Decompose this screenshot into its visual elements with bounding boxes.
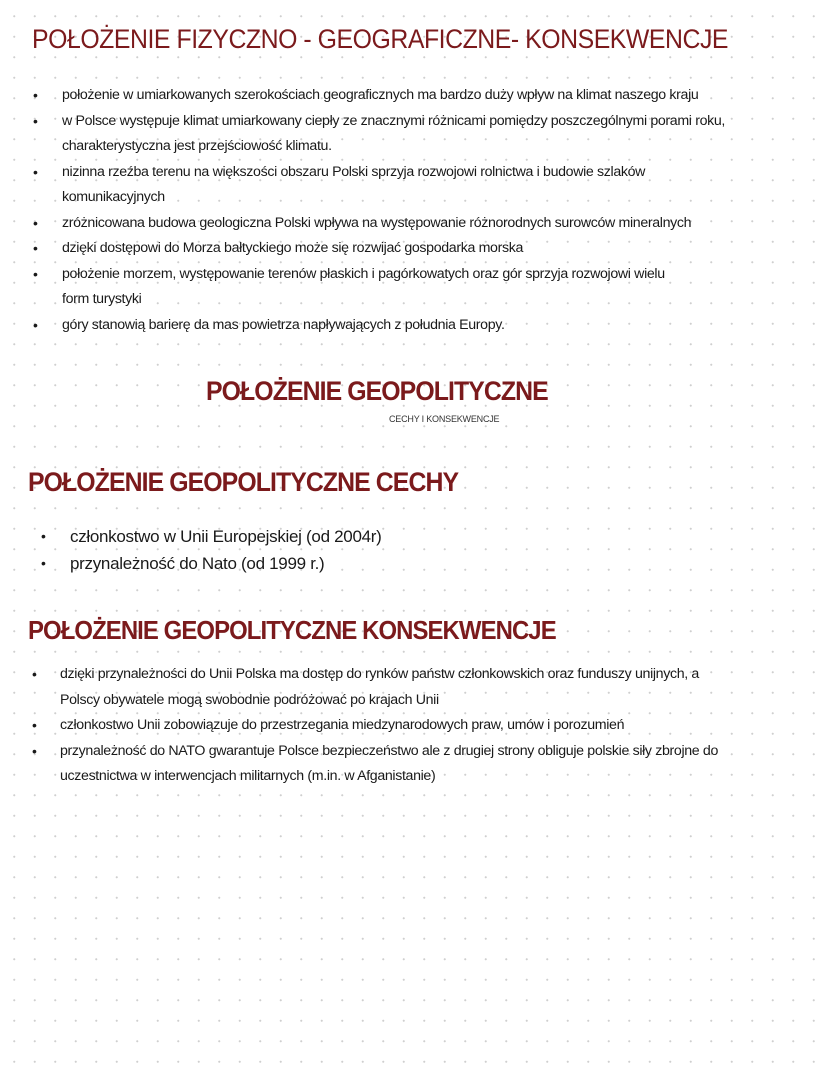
list-item-continuation [62,287,725,313]
list-item [33,262,725,288]
list-item-text: przynależność do Nato (od 1999 r.) [70,554,325,573]
list-item-continuation [62,185,725,211]
bullet-icon: • [33,240,38,256]
list-physical-consequences [33,83,725,338]
bullet-icon: • [32,717,37,733]
list-item-text: członkostwo Unii zobowiązuje do przestrzegania miedzynarodowych praw, umów i porozumień [60,717,625,733]
bullet-icon: • [41,555,46,571]
bullet-icon: • [33,163,38,180]
bullet-icon: • [32,666,37,682]
bullet-icon: • [33,265,38,282]
bullet-icon: • [41,528,46,544]
list-item-text: przynależność do NATO gwarantuje Polsce bezpieczeństwo ale z drugiej strony obliguje polskie siły zbrojne do [60,742,719,759]
list-item-text: charakterystyczna jest przejściowość klimatu. [62,138,332,154]
list-item-text: uczestnictwa w interwencjach militarnych (m.in. w Afganistanie) [60,768,436,784]
heading-geopolitical: POŁOŻENIE GEOPOLITYCZNE [206,376,548,406]
list-item-text: członkostwo w Unii Europejskiej (od 2004r) [70,527,382,546]
subtitle-features-consequences: CECHY I KONSEKWENCJE [389,414,500,424]
bullet-icon: • [33,112,38,129]
heading-physical-geographic: POŁOŻENIE FIZYCZNO - GEOGRAFICZNE- KONSEKWENCJE [32,24,729,54]
list-item-text: Polscy obywatele mogą swobodnie podróżować po krajach Unii [60,691,439,708]
list-item [32,713,718,739]
list-item-continuation [60,688,718,714]
list-item [33,83,725,109]
list-item-text: nizinna rzeźba terenu na większości obszaru Polski sprzyja rozwojowi rolnictwa i budowie szlaków [62,163,646,180]
list-item [41,550,382,577]
list-item-text: dzięki dostępowi do Morza bałtyckiego może się rozwijać gospodarka morska [62,240,523,256]
list-item [33,211,725,237]
list-item-text: położenie w umiarkowanych szerokościach geograficznych ma bardzo duży wpływ na klimat naszego kraju [62,87,699,103]
heading-geopolitical-consequences: POŁOŻENIE GEOPOLITYCZNE KONSEKWENCJE [28,615,556,645]
list-item-text: góry stanowią barierę da mas powietrza napływających z południa Europy. [62,316,505,333]
list-item-text: dzięki przynależności do Unii Polska ma dostęp do rynków państw członkowskich oraz funduszy unijnych, a [60,666,699,682]
list-item [33,109,725,135]
heading-geopolitical-features: POŁOŻENIE GEOPOLITYCZNE CECHY [28,467,459,497]
list-item [33,160,725,186]
bullet-icon: • [33,214,38,231]
bullet-icon: • [33,316,38,333]
bullet-icon: • [33,87,38,103]
list-item-text: położenie morzem, występowanie terenów płaskich i pagórkowatych oraz gór sprzyja rozwojowi wielu [62,265,665,282]
list-item-text: zróżnicowana budowa geologiczna Polski wpływa na występowanie różnorodnych surowców mineralnych [62,214,692,231]
list-item-text: w Polsce występuje klimat umiarkowany ciepły ze znacznymi różnicami pomiędzy poszczególnymi porami roku, [62,112,725,129]
list-item [41,523,382,550]
list-item [33,236,725,262]
list-item-continuation [62,134,725,160]
bullet-icon: • [32,742,37,759]
list-geopolitical-features [41,523,382,577]
list-item-text: form turystyki [62,291,142,307]
list-item [32,662,718,688]
list-item-continuation [60,764,718,790]
list-item-text: komunikacyjnych [62,189,165,205]
list-item [32,739,719,765]
list-geopolitical-consequences [32,662,719,790]
list-item [33,313,725,339]
